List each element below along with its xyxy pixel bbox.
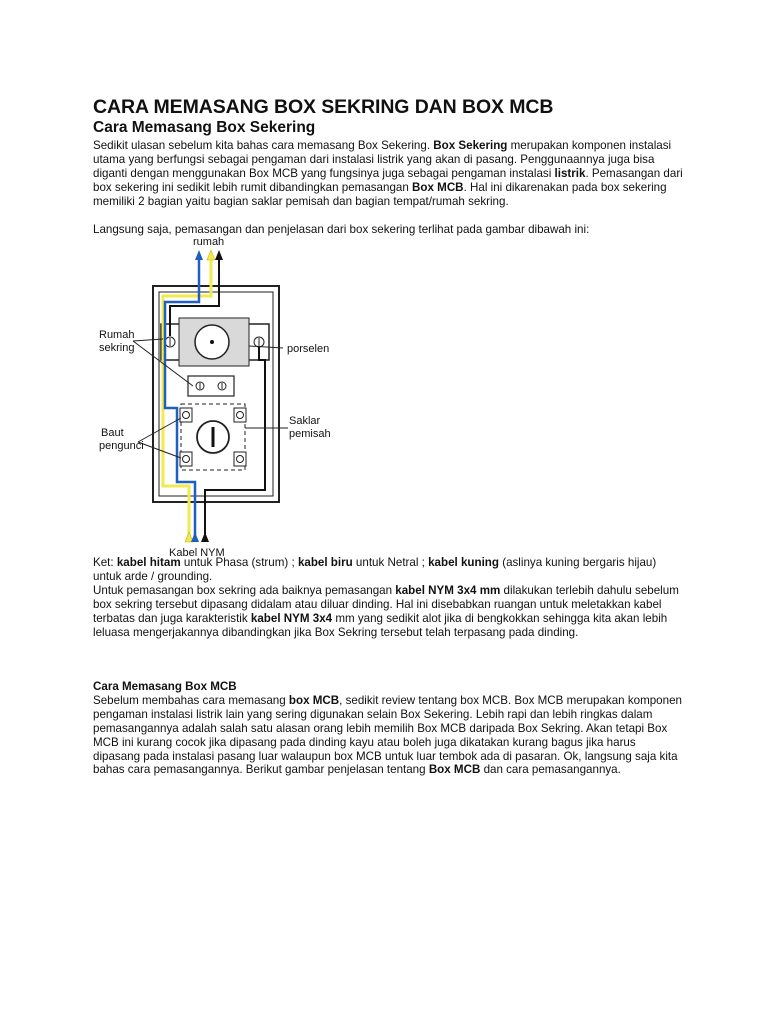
- box-sekering-diagram: [93, 236, 683, 556]
- intro-paragraph: [93, 139, 683, 209]
- bold-term: kabel NYM 3x4 mm: [395, 584, 501, 598]
- text-run: Ket:: [93, 556, 117, 570]
- label-rumah-sekring-1: Rumah: [99, 329, 135, 342]
- label-rumah-top: rumah: [193, 236, 225, 249]
- text-run: Sedikit ulasan sebelum kita bahas cara memasang Box Sekering.: [93, 139, 434, 152]
- bold-term: Box MCB: [412, 180, 464, 194]
- label-saklar-2: pemisah: [289, 428, 331, 441]
- label-saklar-1: Saklar: [289, 415, 321, 428]
- bold-term: kabel NYM 3x4: [250, 612, 333, 626]
- text-run: dan cara pemasangannya.: [480, 763, 621, 777]
- text-run: Sebelum membahas cara memasang: [93, 693, 289, 707]
- bold-term: box MCB: [288, 693, 340, 707]
- text-run: . Pemasangan dari box sekering ini sedikit lebih rumit dibandingkan pemasangan: [93, 166, 683, 194]
- text-run: untuk Phasa (strum) ;: [180, 556, 298, 570]
- label-porselen: porselen: [287, 343, 330, 356]
- section-heading-box-sekering: Cara Memasang Box Sekering: [93, 119, 316, 136]
- text-run: , sedikit review tentang box MCB. Box MCB merupakan komponen pengaman instalasi listrik lain yang sering digunakan selain Box Sekering. Lebih rapi dan lebih ringkas dalam pemasangannya adalah salah satu alasan orang lebih memilih Box MCB daripada Box Sekring. Akan tetapi Box MCB ini kurang cocok jika dipasang pada dinding kayu atau boleh juga dikatakan kurang bagus jika harus dipasang pada instalasi pasang luar walaupun box MCB untuk luar tembok ada di pasaran. Ok, langsung saja kita bahas cara pemasangannya. Berikut gambar penjelasan tentang: [93, 693, 682, 777]
- text-run: merupakan komponen instalasi utama yang berfungsi sebagai pengaman dari instalasi listrik yang akan di pasang. Penggunaannya juga bisa diganti dengan menggunakan Box MCB yang fungsinya juga sebagai pengaman instalasi: [93, 139, 672, 180]
- text-run: (aslinya kuning bergaris hijau) untuk arde / grounding.: [93, 556, 657, 584]
- text-run: untuk Netral ;: [352, 556, 429, 570]
- bold-term: kabel kuning: [428, 556, 499, 570]
- bold-term: kabel biru: [297, 556, 353, 570]
- terminal-block: [188, 376, 234, 396]
- installation-paragraph: [93, 584, 683, 640]
- document-title: CARA MEMASANG BOX SEKRING DAN BOX MCB: [93, 96, 554, 118]
- document-page: [93, 96, 683, 777]
- text-run: . Hal ini dikarenakan pada box sekering memiliki 2 bagian yaitu bagian saklar pemisah dan bagian tempat/rumah sekring.: [93, 180, 667, 208]
- label-baut-2: pengunci: [99, 440, 144, 453]
- label-baut-1: Baut: [101, 427, 124, 440]
- bold-term: kabel hitam: [116, 556, 181, 570]
- text-run: Untuk pemasangan box sekring ada baiknya pemasangan: [93, 584, 396, 598]
- bold-term: Box MCB: [428, 763, 481, 777]
- keterangan-paragraph: [93, 556, 683, 584]
- bold-term: listrik: [554, 166, 586, 180]
- box-mcb-paragraph: [93, 694, 683, 777]
- bold-term: Box Sekering: [433, 139, 508, 152]
- label-kabel-nym: Kabel NYM: [169, 547, 225, 557]
- section-heading-box-mcb: Cara Memasang Box MCB: [93, 679, 237, 693]
- label-rumah-sekring-2: sekring: [99, 342, 135, 355]
- text-run: dilakukan terlebih dahulu sebelum box sekring tersebut dipasang didalam atau diluar dinding. Hal ini disebabkan ruangan untuk meletakkan kabel terbatas dan juga karakteristik: [93, 584, 679, 626]
- fuse-center-dot: [210, 340, 214, 344]
- text-run: mm yang sedikit alot jika di bengkokkan sehingga kita akan lebih leluasa mengerjakannya dibandingkan jika Box Sekring tersebut telah terpasang pada dinding.: [93, 612, 668, 639]
- diagram-lead-paragraph: Langsung saja, pemasangan dan penjelasan dari box sekering terlihat pada gambar dibawah ini:: [93, 222, 590, 236]
